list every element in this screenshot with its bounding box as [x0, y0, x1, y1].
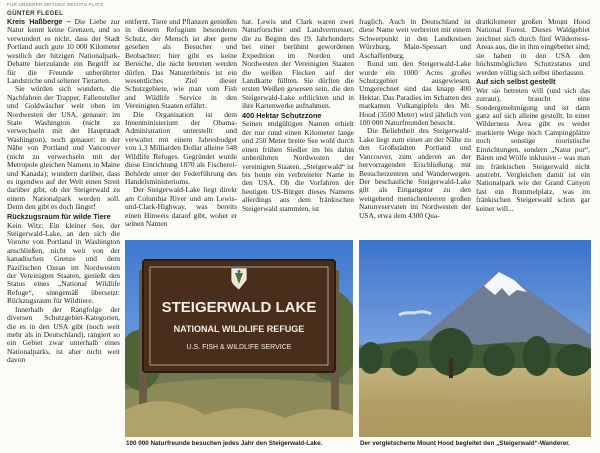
paragraph: Kein Witz: Ein kleiner See, der Steigerwald-Lake, an den sich die Vororte von Portland in Washington anschließen, nicht weit von der kanadischen Grenze und dem Pazifischen Ozean im Nordwesten der Vereinigten Staaten, genießt den Status eines „National Wildlife Refuge“, sinngemäß übersetzt: Rückzugsraum für Wildtiere.	[7, 220, 120, 306]
subheading: Auf sich selbst gestellt	[476, 76, 556, 86]
photo-caption-left: 100 000 Naturfreunde besuchen jedes Jahr den Steigerwald-Lake.	[126, 440, 323, 447]
paragraph: entfernt. Tiere und Pflanzen genießen in diesem Refugium besonderen Schutz, der Mensch ist aber gerne gesehen als Besucher und Beobachter; hier gibt es keine Bereiche, die nicht betreten werden dürfen. Das Naturerlebnis ist ein wesentliches Ziel dieser Schutzgebiete, wie man vom Fish and Wildlife Service in den Vereinigten Staaten erfährt.	[125, 18, 237, 111]
text-column-2	[125, 18, 237, 236]
mountain-scene	[359, 240, 591, 437]
dateline: Kreis Haßberge –	[7, 18, 71, 26]
credit-line: FÜR UNSERER ZEITUNG RECHTS PLATZ	[7, 2, 104, 7]
sign-agency: U.S. FISH & WILDLIFE SERVICE	[186, 344, 292, 351]
paragraph: Sie würden sich wundern, die Nachfahren der Trapper, Fallensteller und Goldwäscher weit oben im Nordwesten der USA, genauer: im State Washington (nicht zu verwechseln mit der Hauptstadt Washington), noch genauer: in der Nähe von Portland und Vancouver (nicht zu verwechseln mit der Metropole gleichen Namens in Maine und Kanada); wundern darüber, dass es irgendwo auf der Welt einen Streit darüber gibt, ob der Steigerwald zu einem Nationalpark werden soll. Denn den gibt es doch längst!	[7, 84, 120, 212]
paragraph: Rund um den Steigerwald-Lake wurde ein 1000 Acres großes Schutzgebiet ausgewiesen. Umgerechnet sind das knapp 400 Hektar. Das Paradies im Schatten des markanten Vulkangipfels des Mt. Hood (3500 Meter) wird jährlich von 100 000 Naturfreunden besucht.	[359, 59, 471, 128]
text-column-3	[242, 18, 354, 236]
refuge-sign-photo	[125, 240, 353, 437]
text-column-5	[476, 18, 590, 236]
paragraph: Wer sie betreten will (und sich das zutraut), braucht eine Sondergenehmigung und ist dann ganz auf sich alleine gestellt. In einer Wilderness Area gibt es weder markierte Wege noch Campingplätze noch sonstige touristische Einrichtungen, sondern „Natur pur“, Bären und Wölfe inklusive – was man im fränkischen Steigerwald nicht anstrebt. Vergleichen damit ist ein Nationalpark wie der Grand Canyon fast ein Rummelplatz, was im fränkischen Steigerwald schon gar keiner will...	[476, 85, 590, 213]
mount-hood-photo	[359, 240, 591, 437]
photo-caption-right: Der vergletscherte Mount Hood begleitet den „Steigerwald“-Wanderer.	[360, 440, 571, 447]
paragraph: Seinen endgültigen Namen erhielt der nur rund einen Kilometer lange und 250 Meter breite See wohl durch einen frühen Siedler im bis dahin unberührten Nordwesten der vereinigten Staaten. „Steigerwald“ ist bis heute ein verbreiteter Name in den USA. Ob die Vorfahren der heutigen US-Bürger dieses Namens allerdings aus dem fränkischen Steigerwald stammten, ist	[242, 119, 354, 213]
text-column-1	[7, 18, 120, 443]
sign-scene	[125, 240, 353, 437]
paragraph: Die Organisation ist dem Innenministerium der Obama-Administration unterstellt und verwaltet mit einem Jahresbudget von 1,3 Milliarden Dollar alleine 548 Wildlife Refuges. Gegründet wurde diese Einrichtung 1870 als Fischerei-Behörde unter der Federführung des Handelsministeriums.	[125, 109, 237, 187]
paragraph: Innerhalb der Rangfolge der diversen Schutzgebiet-Kategorien, die es in den USA gibt (noch weit mehr als in Deutschland), rangiert so ein Gebiet zwar unterhalb eines Nationalparks, ist aber nicht weit davon	[7, 304, 120, 365]
sign-title: STEIGERWALD LAKE	[161, 299, 317, 316]
paragraph: fraglich. Auch in Deutschland ist diese Name weit verbreitet mit einem Schwerpunkt in den Landkreisen Würzburg, Main-Spessart und Aschaffenburg.	[359, 18, 471, 60]
paragraph: Die Beliebtheit des Steigerwald-Lake liegt zum einen an der Nähe zu den Großstädten Portland und Vancouver, zum anderen an der hervorragenden Erschließung mit Besucherzentren und Wanderwegen. Der beschauliche Steigerwald-Lake gilt als Eingangstor zu den weitgehend menschenleeren großen Naturreservaten im Nordwesten der USA, etwa dem 4300 Qua-	[359, 126, 471, 220]
subheading: Rückzugsraum für wilde Tiere	[7, 211, 111, 221]
sign-subtitle: NATIONAL WILDLIFE REFUGE	[173, 324, 305, 334]
paragraph: dratkilometer großen Mount Hood National Forest. Dieses Waldgebiet zeichnet sich durch fünf Wilderness-Areas aus, die in ihm eingebettet sind; sie haben in den USA den höchstmöglichen Schutzstatus und werden völlig sich selbst überlassen.	[476, 18, 590, 77]
paragraph: Der Steigerwald-Lake liegt direkt am Columbia River und am Lewis-und-Clark-Highway, was bereits einen Hinweis darauf gibt, woher er seinen Namen	[125, 185, 237, 229]
paragraph: hat. Lewis und Clark waren zwei Naturforscher und Landvermesser, die zu Beginn des 19. Jahrhunderts bei einer berühmt gewordenen Expedition im Norden und Nordwesten der Vereinigten Staaten die weißen Flecken auf der Landkarte füllten. Sie dürften die ersten Weißen gewesen sein, die den Steigerwald-Lake erblickten und in ihre Kartenwerke aufnahmen.	[242, 18, 354, 111]
author-byline: GÜNTER FLEGEL	[7, 10, 64, 17]
subheading: 400 Hektar Schutzzone	[242, 110, 322, 120]
text-column-4	[359, 18, 471, 236]
paragraph: Kreis Haßberge – Die Liebe zur Natur kennt keine Grenzen, und so verwundert es nicht, dass der Stadt Portland auch gute 10 000 Kilometer westlich der hitzigen Nationalpark-Debatte hierzulande ein Begriff ist für die Freunde unberührter Landstriche und seltener Tierarten.	[7, 18, 120, 85]
